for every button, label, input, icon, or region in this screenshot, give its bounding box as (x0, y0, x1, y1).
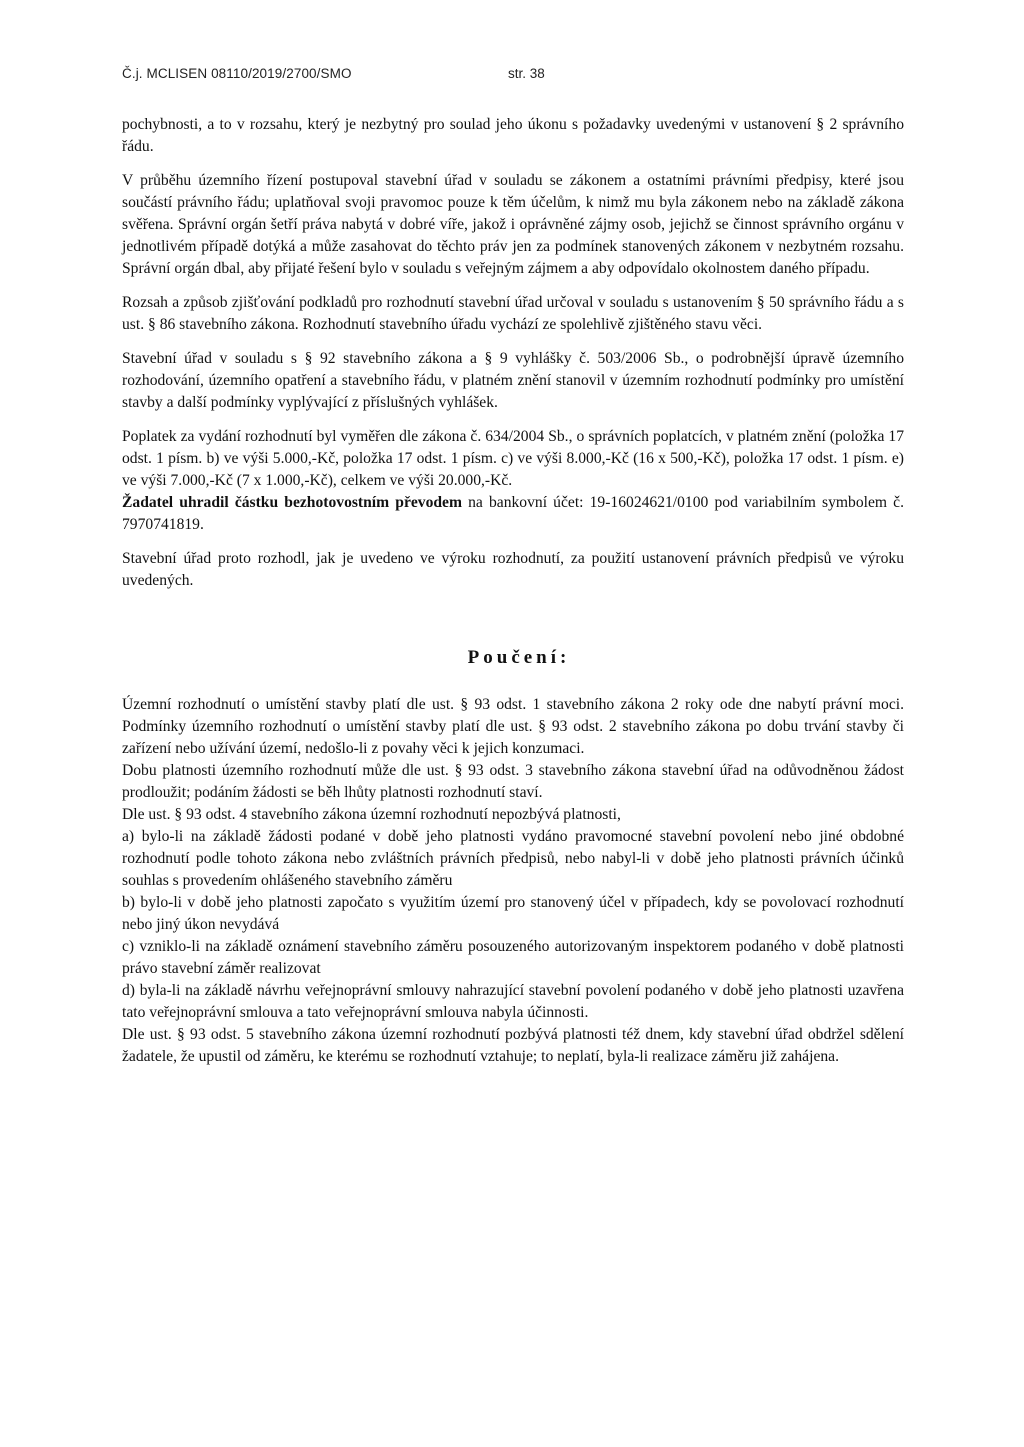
paragraph-decision: Stavební úřad proto rozhodl, jak je uvedeno ve výroku rozhodnutí, za použití ustanovení právních předpisů ve výroku uvedených. (122, 550, 904, 589)
instruction-item-d: d) byla-li na základě návrhu veřejnoprávní smlouvy nahrazující stavební povolení podaného v době jeho platnosti uzavřena tato veřejnoprávní smlouva a tato veřejnoprávní smlouva nabyla účinnosti. (122, 982, 904, 1021)
instruction-validity: Územní rozhodnutí o umístění stavby platí dle ust. § 93 odst. 1 stavebního zákona 2 roky ode dne nabytí právní moci. Podmínky územního rozhodnutí o umístění stavby platí dle ust. § 93 odst. 2 stavebního zákona po dobu trvání stavby či zařízení nebo užívání území, nedošlo-li z povahy věci k jejich konzumaci. (122, 696, 904, 757)
paragraph-fee: Poplatek za vydání rozhodnutí byl vyměřen dle zákona č. 634/2004 Sb., o správních poplatcích, v platném znění (položka 17 odst. 1 písm. b) ve výši 5.000,-Kč, položka 17 odst. 1 písm. c) ve výši 8.000,-Kč (16 x 500,-Kč), položka 17 odst. 1 písm. e) ve výši 7.000,-Kč (7 x 1.000,-Kč), celkem ve výši 20.000,-Kč. (122, 428, 904, 489)
instruction-item-b: b) bylo-li v době jeho platnosti započato s využitím území pro stanovený účel v případech, kdy se povolovací rozhodnutí nebo jiný úkon nevydává (122, 894, 904, 933)
payment-rest-text: na bankovní účet: 19-16024621/0100 pod variabilním symbolem č. 7970741819. (122, 494, 904, 533)
paragraph-evidence-scope: Rozsah a způsob zjišťování podkladů pro rozhodnutí stavební úřad určoval v souladu s ustanovením § 50 správního řádu a s ust. § 86 stavebního zákona. Rozhodnutí stavebního úřadu vychází ze spolehlivě zjištěného stavu věci. (122, 294, 904, 333)
reference-number: Č.j. MCLISEN 08110/2019/2700/SMO (122, 66, 352, 81)
instruction-expiry: Dle ust. § 93 odst. 5 stavebního zákona územní rozhodnutí pozbývá platnosti též dnem, kdy stavební úřad obdržel sdělení žadatele, že upustil od záměru, ke kterému se rozhodnutí vztahuje; to neplatí, byla-li realizace záměru již zahájena. (122, 1026, 904, 1065)
instruction-item-c: c) vzniklo-li na základě oznámení stavebního záměru posouzeného autorizovaným inspektorem podaného v době platnosti právo stavební záměr realizovat (122, 938, 904, 977)
paragraph-payment (122, 492, 904, 536)
page-header (122, 66, 902, 86)
payment-bold-text: Žadatel uhradil částku bezhotovostním převodem (122, 494, 462, 511)
paragraph-conditions: Stavební úřad v souladu s § 92 stavebního zákona a § 9 vyhlášky č. 503/2006 Sb., o podrobnější úpravě územního rozhodování, územního opatření a stavebního řádu, v platném znění stanovil v územním rozhodnutí podmínky pro umístění stavby a další podmínky vyplývající z příslušných vyhlášek. (122, 350, 904, 411)
instruction-para4-intro: Dle ust. § 93 odst. 4 stavebního zákona územní rozhodnutí nepozbývá platnosti, (122, 806, 621, 823)
instruction-item-a: a) bylo-li na základě žádosti podané v době jeho platnosti vydáno pravomocné stavební povolení nebo jiné obdobné rozhodnutí podle tohoto zákona nebo zvláštních právních předpisů, nebo nabyl-li v době jeho platnosti právních účinků souhlas s provedením ohlášeného stavebního záměru (122, 828, 904, 889)
instruction-heading: Poučení: (467, 647, 571, 668)
paragraph-doubts: pochybnosti, a to v rozsahu, který je nezbytný pro soulad jeho úkonu s požadavky uvedenými v ustanovení § 2 správního řádu. (122, 116, 904, 155)
document-body (122, 114, 904, 1068)
instruction-extension: Dobu platnosti územního rozhodnutí může dle ust. § 93 odst. 3 stavebního zákona stavební úřad na odůvodněnou žádost prodloužit; podáním žádosti se běh lhůty platnosti rozhodnutí staví. (122, 762, 904, 801)
paragraph-procedure: V průběhu územního řízení postupoval stavební úřad v souladu se zákonem a ostatními právními předpisy, které jsou součástí právního řádu; uplatňoval svoji pravomoc pouze k těm účelům, k nimž mu byla zákonem nebo na základě zákona svěřena. Správní orgán šetří práva nabytá v dobré víře, jakož i oprávněné zájmy osob, jejichž se činnost správního orgánu v jednotlivém případě dotýká a může zasahovat do těchto práv jen za podmínek stanovených zákonem v nezbytném rozsahu. Správní orgán dbal, aby přijaté řešení bylo v souladu s veřejným zájmem a aby odpovídalo okolnostem daného případu. (122, 172, 904, 277)
page-number: str. 38 (508, 66, 545, 81)
